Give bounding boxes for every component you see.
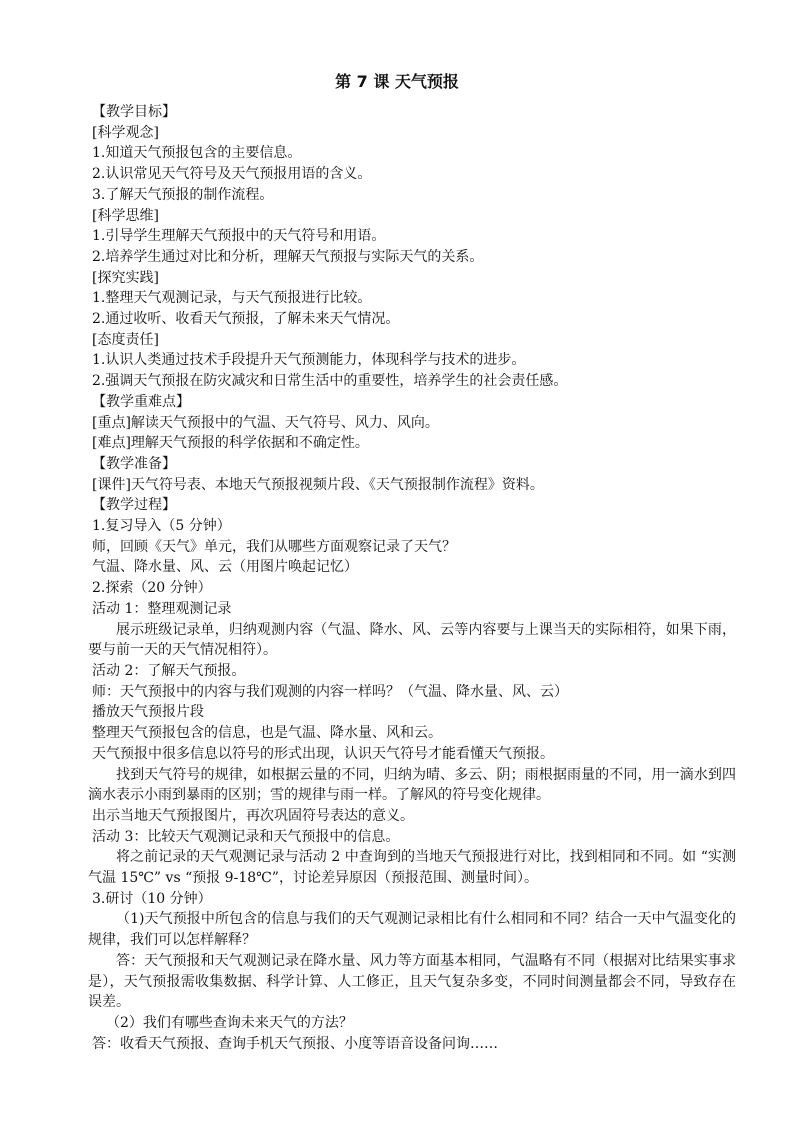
process-review: 1.复习导入（5 分钟）	[92, 518, 231, 535]
process-answer-1: 气温、降水量、风、云（用图片唤起记忆）	[92, 559, 358, 576]
attitude-item-2: 2.强调天气预报在防灾减灾和日常生活中的重要性，培养学生的社会责任感。	[92, 373, 568, 390]
process-question-1: （1)天气预报中所包含的信息与我们的天气观测记录相比有什么相同和不同？结合一天中气温变化的规律，我们可以怎样解释？	[88, 911, 736, 949]
lesson-content	[88, 102, 736, 1054]
key-points-heading: 【教学重难点】	[92, 393, 190, 410]
key-point: [重点]解读天气预报中的气温、天气符号、风力、风向。	[92, 414, 439, 431]
attitude-item-1: 1.认识人类通过技术手段提升天气预测能力，体现科学与技术的进步。	[92, 352, 526, 369]
process-teacher-question-2: 师：天气预报中的内容与我们观测的内容一样吗？（气温、降水量、风、云）	[92, 683, 568, 700]
process-show-local: 出示当地天气预报图片，再次巩固符号表达的意义。	[92, 807, 414, 824]
attitude-heading: [态度责任]	[92, 331, 159, 348]
science-thinking-heading: [科学思维]	[92, 207, 159, 224]
inquiry-practice-heading: [探究实践]	[92, 269, 159, 286]
science-thinking-item-1: 1.引导学生理解天气预报中的天气符号和用语。	[92, 228, 386, 245]
preparation-text: [课件]天气符号表、本地天气预报视频片段、《天气预报制作流程》资料。	[92, 476, 544, 493]
process-activity-1: 活动 1：整理观测记录	[92, 600, 232, 617]
process-heading: 【教学过程】	[92, 497, 176, 514]
lesson-title: 第 7 课 天气预报	[335, 72, 459, 91]
science-concept-item-2: 2.认识常见天气符号及天气预报用语的含义。	[92, 166, 372, 183]
process-organize: 整理天气预报包含的信息，也是气温、降水量、风和云。	[92, 725, 442, 742]
process-question-2: （2）我们有哪些查询未来天气的方法？	[106, 1014, 353, 1031]
science-thinking-item-2: 2.培养学生通过对比和分析，理解天气预报与实际天气的关系。	[92, 248, 484, 265]
inquiry-practice-item-1: 1.整理天气观测记录，与天气预报进行比较。	[92, 290, 372, 307]
inquiry-practice-item-2: 2.通过收听、收看天气预报，了解未来天气情况。	[92, 311, 400, 328]
process-symbols-intro: 天气预报中很多信息以符号的形式出现，认识天气符号才能看懂天气预报。	[92, 745, 554, 762]
science-concept-item-1: 1.知道天气预报包含的主要信息。	[92, 145, 302, 162]
goals-heading: 【教学目标】	[92, 104, 176, 120]
science-concept-heading: [科学观念]	[92, 124, 159, 141]
preparation-heading: 【教学准备】	[92, 455, 176, 472]
process-symbols-rule: 找到天气符号的规律，如根据云量的不同，归纳为晴、多云、阴；雨根据雨量的不同，用一滴水到四滴水表示小雨到暴雨的区别；雪的规律与雨一样。了解风的符号变化规律。	[88, 766, 736, 804]
science-concept-item-3: 3.了解天气预报的制作流程。	[92, 186, 274, 203]
process-activity-2: 活动 2：了解天气预报。	[92, 662, 246, 679]
process-discuss: 3.研讨（10 分钟）	[92, 890, 212, 907]
process-explore: 2.探索（20 分钟）	[92, 580, 212, 597]
process-answer-q1: 答：天气预报和天气观测记录在降水量、风力等方面基本相同，气温略有不同（根据对比结果实事求是），天气预报需收集数据、科学计算、人工修正，且天气复杂多变，不同时间测量都会不同，导致存在误差。	[88, 952, 736, 1011]
difficult-point: [难点]理解天气预报的科学依据和不确定性。	[92, 435, 369, 452]
process-activity-3-text: 将之前记录的天气观测记录与活动 2 中查询到的当地天气预报进行对比，找到相同和不同。如 “实测气温 15℃” vs “预报 9-18℃”，讨论差异原因（预报范围、测量时间）。	[88, 849, 736, 887]
process-activity-3: 活动 3：比较天气观测记录和天气预报中的信息。	[92, 828, 400, 845]
process-activity-1-text: 展示班级记录单，归纳观测内容（气温、降水、风、云等内容要与上课当天的实际相符，如果下雨，要与前一天的天气情况相符）。	[88, 621, 736, 659]
process-teacher-question-1: 师，回顾《天气》单元，我们从哪些方面观察记录了天气？	[92, 538, 456, 555]
process-answer-q2: 答：收看天气预报、查询手机天气预报、小度等语音设备问询……	[92, 1035, 498, 1052]
process-play-clip: 播放天气预报片段	[92, 704, 204, 721]
